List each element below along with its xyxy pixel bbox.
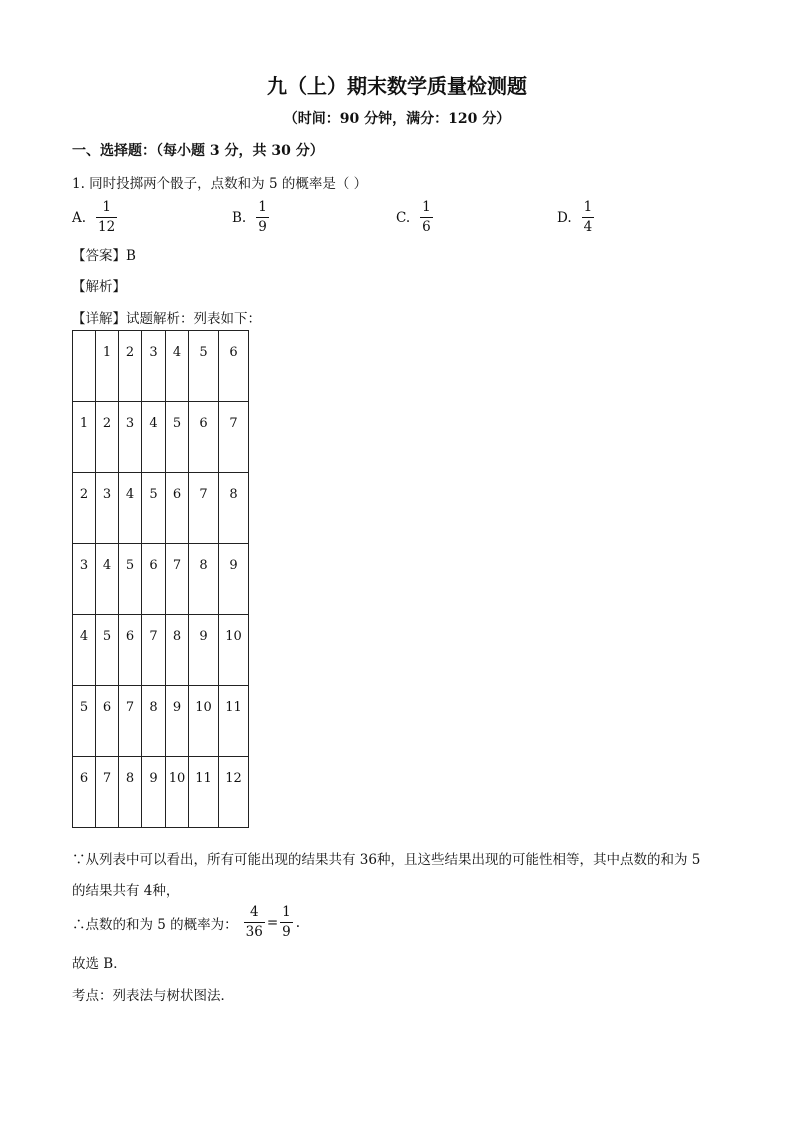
exam-info: （时间：90 分钟，满分：120 分） [283, 111, 511, 127]
section-heading: 一、选择题：（每小题 3 分，共 30 分） [72, 143, 324, 159]
table-cell: 6 [189, 402, 219, 473]
probability-line [72, 905, 300, 940]
table-cell: 5 [166, 402, 189, 473]
fraction-bar [420, 217, 433, 218]
table-row [73, 473, 249, 544]
option-b [232, 200, 269, 235]
table-cell: 7 [142, 615, 166, 686]
fraction-numerator: 1 [102, 199, 111, 215]
option-c [396, 200, 433, 235]
table-cell: 5 [189, 331, 219, 402]
option-fraction [96, 200, 117, 235]
table-cell: 3 [119, 402, 142, 473]
option-label: A. [72, 209, 87, 226]
table-row [73, 757, 249, 828]
table-cell: 9 [166, 686, 189, 757]
choice-line: 故选 B． [72, 956, 127, 972]
table-cell: 2 [119, 331, 142, 402]
fraction-denominator: 4 [583, 219, 593, 235]
fraction-numerator: 1 [258, 199, 267, 215]
detail-intro: 【详解】试题解析：列表如下： [72, 311, 261, 327]
period: . [295, 914, 301, 931]
table-row [73, 686, 249, 757]
fraction-bar [244, 922, 265, 923]
table-cell: 4 [96, 544, 119, 615]
page-title: 九（上）期末数学质量检测题 [267, 74, 527, 98]
table-cell: 6 [166, 473, 189, 544]
table-cell: 6 [73, 757, 96, 828]
table-cell: 9 [142, 757, 166, 828]
table-cell: 4 [73, 615, 96, 686]
table-cell: 7 [166, 544, 189, 615]
table-cell: 11 [219, 686, 249, 757]
fraction-denominator: 36 [245, 924, 263, 940]
table-cell: 8 [142, 686, 166, 757]
table-cell: 5 [119, 544, 142, 615]
fraction-bar [96, 217, 117, 218]
fraction-1-9 [280, 905, 293, 940]
fraction-bar [256, 217, 269, 218]
table-cell: 10 [189, 686, 219, 757]
fraction-numerator: 1 [282, 904, 291, 920]
equals-sign: = [266, 914, 279, 931]
table-cell: 6 [119, 615, 142, 686]
table-cell: 11 [189, 757, 219, 828]
option-fraction [420, 200, 433, 235]
fraction-denominator: 9 [282, 924, 291, 940]
question-text: 1. 同时投掷两个骰子，点数和为 5 的概率是（ ） [72, 176, 368, 192]
table-cell: 4 [166, 331, 189, 402]
table-cell: 6 [219, 331, 249, 402]
table-cell: 12 [219, 757, 249, 828]
table-cell: 1 [73, 402, 96, 473]
option-fraction [582, 200, 595, 235]
table-cell: 3 [73, 544, 96, 615]
option-label: C. [396, 209, 411, 226]
fraction-bar [582, 217, 595, 218]
dice-sum-table [72, 330, 249, 828]
table-cell: 9 [219, 544, 249, 615]
table-cell: 5 [73, 686, 96, 757]
table-cell: 6 [142, 544, 166, 615]
topic-line: 考点：列表法与树状图法． [72, 988, 234, 1004]
table-cell: 7 [96, 757, 119, 828]
fraction-bar [280, 922, 293, 923]
table-cell: 7 [219, 402, 249, 473]
table-row [73, 615, 249, 686]
probability-prefix: ∴点数的和为 5 的概率为： [72, 916, 238, 933]
option-a [72, 200, 117, 235]
table-cell: 5 [96, 615, 119, 686]
table-cell: 8 [219, 473, 249, 544]
table-cell: 5 [142, 473, 166, 544]
analysis-label: 【解析】 [72, 279, 126, 295]
table-cell: 2 [96, 402, 119, 473]
fraction-denominator: 12 [98, 219, 116, 235]
table-cell: 7 [189, 473, 219, 544]
table-cell: 2 [73, 473, 96, 544]
fraction-denominator: 9 [258, 219, 267, 235]
table-cell [73, 331, 96, 402]
table-row [73, 544, 249, 615]
table-cell: 3 [142, 331, 166, 402]
explanation-line-1: ∵从列表中可以看出，所有可能出现的结果共有 36种，且这些结果出现的可能性相等，其中点数的和为 5 [72, 852, 701, 868]
answer-line: 【答案】B [72, 248, 136, 264]
option-label: D. [557, 209, 572, 226]
fraction-numerator: 4 [249, 904, 259, 920]
table-cell: 8 [189, 544, 219, 615]
fraction-4-36 [244, 905, 265, 940]
table-cell: 4 [119, 473, 142, 544]
table-cell: 3 [96, 473, 119, 544]
table-cell: 7 [119, 686, 142, 757]
option-fraction [256, 200, 269, 235]
table-cell: 10 [219, 615, 249, 686]
fraction-numerator: 1 [422, 199, 431, 215]
table-cell: 6 [96, 686, 119, 757]
option-d [557, 200, 594, 235]
table-cell: 1 [96, 331, 119, 402]
table-cell: 8 [166, 615, 189, 686]
table-cell: 9 [189, 615, 219, 686]
explanation-line-2: 的结果共有 4种， [72, 883, 180, 899]
table-cell: 8 [119, 757, 142, 828]
table-cell: 10 [166, 757, 189, 828]
fraction-numerator: 1 [583, 199, 593, 215]
fraction-denominator: 6 [422, 219, 431, 235]
table-row [73, 331, 249, 402]
table-row [73, 402, 249, 473]
table-cell: 4 [142, 402, 166, 473]
option-label: B. [232, 209, 247, 226]
